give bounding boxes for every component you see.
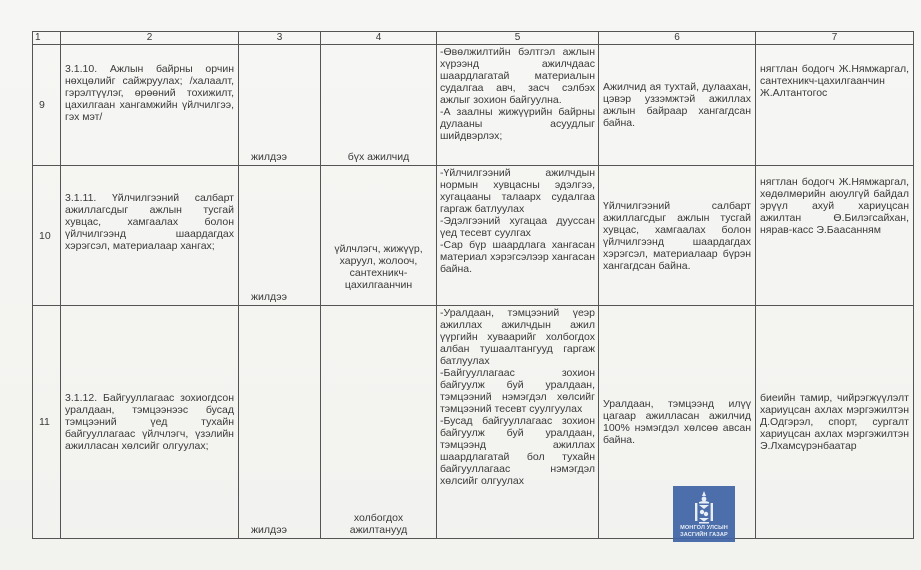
responsible: нягтлан бодогч Ж.Нямжаргал, сантехникч-цахилгаанчин Ж.Алтантогос — [756, 45, 914, 166]
table-row — [33, 306, 914, 539]
table-row — [33, 45, 914, 166]
header-col-2: 2 — [61, 32, 239, 45]
task-description — [61, 306, 239, 539]
row-number: 10 — [33, 166, 61, 306]
header-col-7: 7 — [756, 32, 914, 45]
expected-result: Ажилчид ая тухтай, дулаахан, цэвэр уззэмжтэй ажиллах ажлын байраар хангагдсан байна. — [599, 45, 756, 166]
table-row — [33, 166, 914, 306]
responsible: нягтлан бодогч Ж.Нямжаргал, хөдөлмөрийн аюулгүй байдал эрүүл ахуй хариуцсан ажилтан Ө.Билэгсайхан, нярав-касс Э.Баасанням — [756, 166, 914, 306]
actions-text: -Өвөлжилтийн бэлтгэл ажлын хүрээнд ажилчдаас шаардлагатай материалын судалгаа авч, засч сэлбэх ажлыг зохион байгуулна. -А заалны жижүүрийн байрны дулааны асуудлыг шийдвэрлэх; — [440, 46, 595, 142]
header-col-4: 4 — [321, 32, 437, 45]
column-number-header — [33, 32, 914, 45]
responsible: биеийн тамир, чийрэгжүүлэлт хариуцсан ахлах мэргэжилтэн Д.Одгэрэл, спорт, сургалт хариуцсан ахлах мэргэжилтэн Э.Лхамсүрэнбаатар — [756, 306, 914, 539]
header-col-3: 3 — [239, 32, 321, 45]
target-group: холбогдох ажилтанууд — [321, 306, 437, 539]
actions — [437, 166, 599, 306]
actions — [437, 45, 599, 166]
soyombo-emblem-icon — [689, 490, 719, 524]
task-description — [61, 45, 239, 166]
task-text: 3.1.12. Байгууллагаас зохиогдсон уралдаан, тэмцээнээс бусад тэмцээний үед тухайн байгууллагаас үйлчлэгч, үзэлийн ажилласан хөлсийг олгуулах; — [65, 392, 234, 452]
government-seal — [673, 486, 735, 542]
actions-text: -Үйлчилгээний ажилчдын нормын хувцасны эдэлгээ, хугацааны талаарх судалгаа гаргаж батлуулах -Эдэлгээний хугацаа дууссан үед тесевт суулгах -Сар бүр шаардлага хангасан материал хэрэгсэлээр хангасан байна. — [440, 167, 595, 275]
header-col-1: 1 — [33, 32, 61, 45]
actions — [437, 306, 599, 539]
deadline: жилдээ — [239, 306, 321, 539]
task-description — [61, 166, 239, 306]
deadline: жилдээ — [239, 166, 321, 306]
header-col-6: 6 — [599, 32, 756, 45]
expected-result: Үйлчилгээний салбарт ажиллагсдыг ажлын тусгай хувцас, хамгаалах болон үйлчилгээнд шаардагдах хэрэгсэл, материалаар бүрэн хангагдсан байна. — [599, 166, 756, 306]
task-text: 3.1.11. Үйлчилгээний салбарт ажиллагсдыг ажлын тусгай хувцас, хамгаалах болон үйлчилгээнд шаардагдах хэрэгсэл, материалаар хангах; — [65, 192, 234, 252]
target-group: үйлчлэгч, жижүүр, харуул, жолооч, сантехникч-цахилгаанчин — [321, 166, 437, 306]
task-text: 3.1.10. Ажлын байрны орчин нөхцөлийг сайжруулах; /халаалт, гэрэлтүүлэг, өрөөний тохижилт, цахилгаан хангамжийн үйлчилгээ, гэх мэт/ — [65, 63, 234, 123]
target-group: бүх ажилчид — [321, 45, 437, 166]
seal-text-line1: МОНГОЛ УЛСЫН — [680, 525, 728, 531]
row-number: 9 — [33, 45, 61, 166]
seal-text-line2: ЗАСГИЙН ГАЗАР — [680, 531, 728, 538]
expected-result: Уралдаан, тэмцээнд илүү цагаар ажилласан ажилчид 100% нэмэгдэл хөлсөө авсан байна. — [599, 306, 756, 539]
actions-text: -Уралдаан, тэмцээний үеэр ажиллах ажилчдын ажил үүргийн хуваарийг холбогдох албан тушаалтангууд гаргаж батлуулах -Байгууллагаас зохион байгуулж буй уралдаан, тэмцээний нэмэгдэл хөлсийг тэмцээний тесевт суулгуулах -Бусад байгууллагаас зохион байгуулж буй уралдаан, тэмцээнд ажиллах шаардлагатай бол тухайн байгууллагаас нэмэгдэл хөлсийг олгуулах — [440, 307, 595, 487]
plan-table — [32, 31, 914, 539]
deadline: жилдээ — [239, 45, 321, 166]
header-col-5: 5 — [437, 32, 599, 45]
row-number: 11 — [33, 306, 61, 539]
